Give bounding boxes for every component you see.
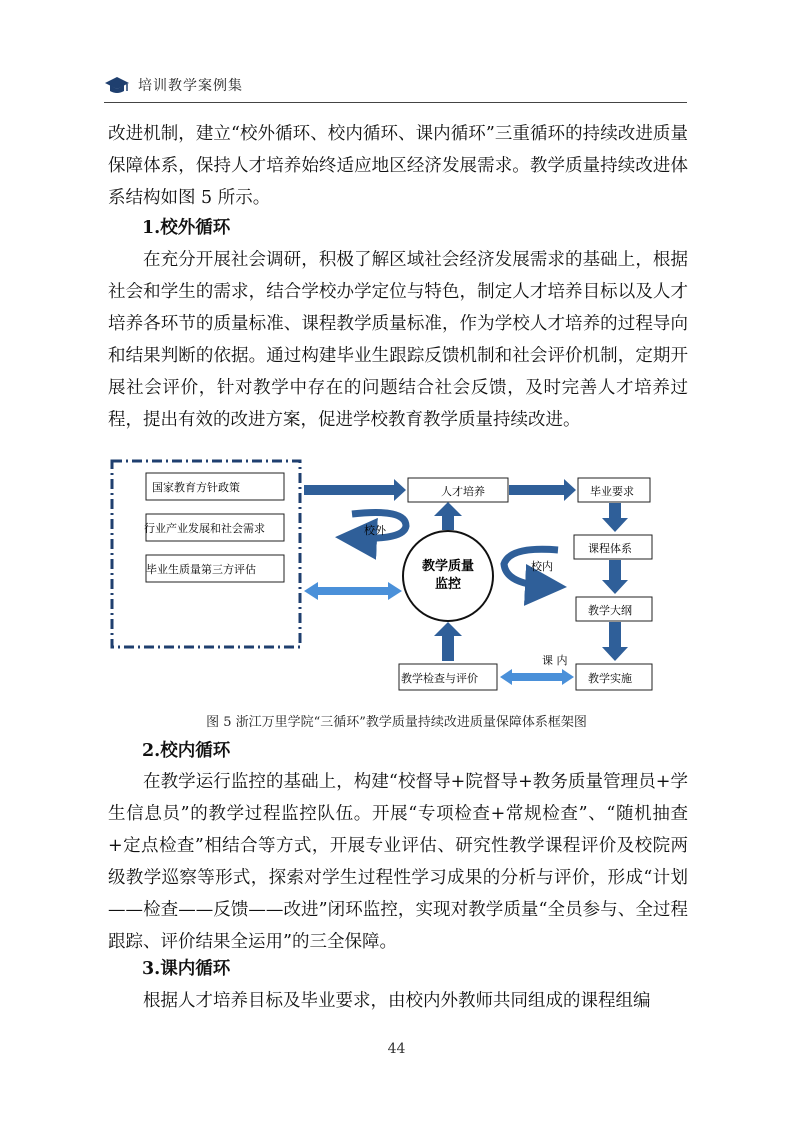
box-industry-label: 行业产业发展和社会需求	[144, 522, 265, 535]
center-monitor-circle	[403, 531, 493, 621]
box-talent-label: 人才培养	[441, 485, 485, 498]
box-curriculum-label: 课程体系	[588, 542, 632, 555]
arrow-check-implement-bidirectional	[500, 669, 574, 685]
paragraph-inner-loop: 在教学运行监控的基础上，构建“校督导+院督导+教务质量管理员+学生信息员”的教学过程监控队伍。开展“专项检查+常规检查”、“随机抽查+定点检查”相结合等方式，开展专业评估、研究性教学课程评价及校院两级教学巡察等形式，探索对学生过程性学习成果的分析与评价，形成“计划——检查——反馈——改进”闭环监控，实现对教学质量“全员参与、全过程跟踪、评价结果全运用”的三全保障。	[108, 772, 688, 952]
arrow-monitor-to-talent	[434, 502, 462, 530]
arrow-frame-monitor-bidirectional	[304, 582, 402, 600]
box-syllabus-label: 教学大纲	[588, 604, 632, 617]
center-label-2: 监控	[434, 577, 462, 592]
box-implement-label: 教学实施	[588, 672, 632, 685]
box-check-label: 教学检查与评价	[401, 672, 478, 685]
center-label-1: 教学质量	[421, 559, 475, 574]
quality-loop-diagram	[106, 458, 666, 693]
paragraph-class-loop: 根据人才培养目标及毕业要求，由校内外教师共同组成的课程组编	[143, 991, 651, 1011]
arrow-policy-to-talent	[304, 479, 406, 501]
page-number: 44	[387, 1041, 406, 1057]
label-class: 课 内	[542, 654, 568, 667]
heading-outer-loop: 1.校外循环	[142, 218, 231, 238]
page-header	[104, 74, 243, 96]
label-outer: 校外	[364, 524, 386, 537]
figure-caption: 图 5 浙江万里学院“三循环”教学质量持续改进质量保障体系框架图	[206, 715, 587, 730]
label-inner: 校内	[531, 560, 553, 573]
box-policy-label: 国家教育方针政策	[152, 481, 240, 494]
heading-inner-loop: 2.校内循环	[142, 741, 231, 761]
paragraph-outer-loop: 在充分开展社会调研，积极了解区域社会经济发展需求的基础上，根据社会和学生的需求，结合学校办学定位与特色，制定人才培养目标以及人才培养各环节的质量标准、课程教学质量标准，作为学校人才培养的过程导向和结果判断的依据。通过构建毕业生跟踪反馈机制和社会评价机制，定期开展社会评价，针对教学中存在的问题结合社会反馈，及时完善人才培养过程，提出有效的改进方案，促进学校教育教学质量持续改进。	[108, 250, 688, 430]
arrow-talent-to-requirement	[509, 479, 576, 501]
arrow-syllabus-to-implement	[602, 622, 628, 661]
arrow-req-to-curriculum	[602, 503, 628, 532]
paragraph-intro: 改进机制，建立“校外循环、校内循环、课内循环”三重循环的持续改进质量保障体系，保持人才培养始终适应地区经济发展需求。教学质量持续改进体系结构如图 5 所示。	[108, 124, 688, 208]
arrow-curriculum-to-syllabus	[602, 560, 628, 594]
box-requirement-label: 毕业要求	[590, 485, 634, 498]
arrow-check-to-monitor	[434, 622, 462, 661]
box-grad-label: 毕业生质量第三方评估	[146, 563, 256, 576]
header-rule	[104, 102, 687, 103]
header-title: 培训教学案例集	[138, 78, 243, 94]
heading-class-loop: 3.课内循环	[142, 959, 231, 979]
graduation-cap-icon	[104, 75, 130, 95]
